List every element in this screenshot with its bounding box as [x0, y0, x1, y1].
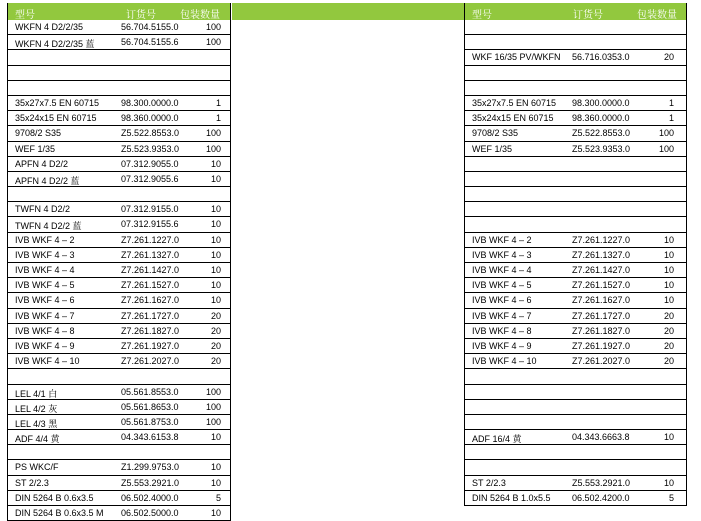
cell-order-no: 56.704.5155.0 [121, 22, 179, 32]
cell-order-no: Z7.261.1827.0 [572, 325, 631, 336]
cell-pack-qty: 100 [205, 143, 221, 154]
cell-order-no: 06.502.4200.0 [572, 492, 630, 503]
cell-pack-qty: 100 [205, 37, 221, 48]
table-row [464, 385, 687, 400]
table-row [464, 400, 687, 415]
table-row [464, 20, 687, 35]
cell-model: APFN 4 D2/2 [15, 158, 69, 169]
header-model: 型号 [472, 10, 492, 21]
cell-order-no: Z7.261.1627.0 [572, 295, 631, 306]
right-parts-table [464, 3, 687, 506]
cell-pack-qty: 100 [658, 143, 674, 154]
table-row [464, 248, 687, 263]
cell-model: 9708/2 S35 [472, 128, 519, 139]
cell-model: LEL 4/1 白 [15, 388, 58, 399]
cell-pack-qty: 10 [210, 204, 221, 215]
table-row [464, 50, 687, 65]
table-row [7, 111, 231, 126]
header-order-no: 订货号 [126, 10, 156, 21]
cell-model: 35x24x15 EN 60715 [15, 113, 97, 124]
cell-order-no: 04.343.6153.8 [121, 432, 179, 443]
header-model: 型号 [15, 10, 35, 21]
cell-order-no: Z5.523.9353.0 [572, 143, 631, 154]
cell-pack-qty: 20 [663, 356, 674, 367]
table-row [7, 126, 231, 141]
cell-order-no: 05.561.8753.0 [121, 416, 179, 427]
table-row [7, 248, 231, 263]
cell-pack-qty: 20 [210, 340, 221, 351]
table-row [464, 263, 687, 278]
table-row [464, 96, 687, 111]
table-row [464, 476, 687, 491]
cell-pack-qty: 5 [215, 492, 221, 503]
cell-pack-qty: 10 [210, 462, 221, 473]
cell-model: IVB WKF 4 – 2 [15, 234, 75, 245]
cell-order-no: 05.561.8553.0 [121, 386, 179, 397]
table-row [464, 187, 687, 202]
table-row [464, 445, 687, 460]
cell-model: WEF 1/35 [472, 143, 513, 154]
cell-model: LEL 4/3 黑 [15, 418, 58, 429]
cell-model: 35x24x15 EN 60715 [472, 113, 554, 124]
cell-pack-qty: 10 [210, 432, 221, 443]
cell-pack-qty: 100 [205, 22, 221, 32]
cell-pack-qty: 20 [663, 325, 674, 336]
table-row [464, 126, 687, 141]
table-row [7, 66, 231, 81]
cell-pack-qty: 10 [663, 432, 674, 443]
table-row [7, 202, 231, 217]
cell-model: ST 2/2.3 [472, 477, 506, 488]
cell-order-no: Z7.261.1427.0 [572, 265, 631, 275]
cell-pack-qty: 1 [668, 97, 674, 108]
cell-order-no: Z7.261.1327.0 [121, 249, 180, 260]
cell-order-no: Z5.553.2921.0 [121, 477, 180, 488]
table-row [464, 172, 687, 187]
table-row [464, 202, 687, 217]
table-row [464, 278, 687, 293]
cell-model: TWFN 4 D2/2 蓝 [15, 221, 82, 232]
cell-model: TWFN 4 D2/2 [15, 204, 71, 215]
header-band-gap [232, 3, 464, 20]
cell-order-no: 07.312.9055.6 [121, 173, 179, 184]
cell-pack-qty: 1 [668, 113, 674, 124]
table-row [464, 309, 687, 324]
table-row [464, 233, 687, 248]
cell-pack-qty: 10 [663, 477, 674, 488]
cell-pack-qty: 10 [210, 477, 221, 488]
header-pack-qty: 包装数量 [637, 10, 677, 21]
cell-order-no: 07.312.9055.0 [121, 158, 179, 169]
cell-model: 35x27x7.5 EN 60715 [472, 97, 557, 108]
cell-pack-qty: 10 [210, 234, 221, 245]
cell-order-no: 06.502.4000.0 [121, 492, 179, 503]
cell-order-no: Z5.522.8553.0 [572, 128, 631, 139]
table-row [7, 460, 231, 475]
table-row [464, 293, 687, 308]
cell-model: IVB WKF 4 – 3 [472, 249, 532, 260]
cell-pack-qty: 20 [210, 356, 221, 367]
table-row [7, 157, 231, 172]
table-row [7, 354, 231, 369]
cell-model: LEL 4/2 灰 [15, 403, 58, 414]
table-row [7, 263, 231, 278]
cell-pack-qty: 1 [215, 113, 221, 124]
cell-model: IVB WKF 4 – 4 [15, 265, 75, 275]
table-row [7, 445, 231, 460]
table-row [7, 506, 231, 521]
cell-order-no: Z7.261.1427.0 [121, 265, 180, 275]
cell-pack-qty: 10 [210, 158, 221, 169]
cell-pack-qty: 10 [210, 249, 221, 260]
table-row [464, 460, 687, 475]
table-row [7, 339, 231, 354]
table-row [464, 35, 687, 50]
table-row [7, 96, 231, 111]
cell-pack-qty: 10 [210, 508, 221, 518]
cell-model: ADF 4/4 黄 [15, 434, 60, 445]
cell-order-no: Z7.261.1227.0 [572, 234, 631, 245]
cell-model: DIN 5264 B 0.6x3.5 M [15, 508, 104, 518]
cell-order-no: Z7.261.1627.0 [121, 295, 180, 306]
cell-order-no: Z7.261.1527.0 [572, 280, 631, 291]
cell-model: 35x27x7.5 EN 60715 [15, 97, 100, 108]
table-row [7, 233, 231, 248]
header-pack-qty: 包装数量 [180, 10, 220, 21]
header-order-no: 订货号 [573, 10, 603, 21]
cell-model: 9708/2 S35 [15, 128, 62, 139]
table-row [464, 217, 687, 232]
cell-model: IVB WKF 4 – 7 [15, 310, 75, 321]
cell-order-no: 07.312.9155.0 [121, 204, 179, 215]
cell-order-no: Z7.261.1827.0 [121, 325, 180, 336]
cell-order-no: Z7.261.1727.0 [121, 310, 180, 321]
cell-pack-qty: 10 [210, 295, 221, 306]
table-row [464, 111, 687, 126]
cell-pack-qty: 100 [205, 128, 221, 139]
cell-model: DIN 5264 B 0.6x3.5 [15, 492, 94, 503]
table-row [7, 324, 231, 339]
table-row [7, 491, 231, 506]
table-row [464, 491, 687, 506]
cell-model: IVB WKF 4 – 10 [15, 356, 80, 367]
cell-order-no: 07.312.9155.6 [121, 219, 179, 230]
table-row [7, 309, 231, 324]
table-row [7, 50, 231, 65]
table-row [7, 385, 231, 400]
cell-order-no: 98.300.0000.0 [121, 97, 179, 108]
table-row [464, 66, 687, 81]
cell-model: IVB WKF 4 – 6 [15, 295, 75, 306]
cell-pack-qty: 100 [658, 128, 674, 139]
cell-order-no: 98.360.0000.0 [572, 113, 630, 124]
table-row [464, 415, 687, 430]
cell-pack-qty: 10 [210, 219, 221, 230]
cell-pack-qty: 5 [668, 492, 674, 503]
cell-pack-qty: 10 [663, 265, 674, 275]
cell-pack-qty: 10 [210, 265, 221, 275]
cell-order-no: Z7.261.1727.0 [572, 310, 631, 321]
table-row [464, 369, 687, 384]
cell-order-no: 56.704.5155.6 [121, 37, 179, 48]
cell-model: IVB WKF 4 – 3 [15, 249, 75, 260]
cell-order-no: Z7.261.2027.0 [572, 356, 631, 367]
cell-order-no: 56.716.0353.0 [572, 52, 630, 63]
cell-order-no: Z5.523.9353.0 [121, 143, 180, 154]
table-row [464, 339, 687, 354]
cell-model: ADF 16/4 黄 [472, 434, 522, 445]
left-table-header [7, 3, 231, 20]
cell-order-no: Z7.261.1927.0 [572, 340, 631, 351]
cell-order-no: Z5.522.8553.0 [121, 128, 180, 139]
cell-model: IVB WKF 4 – 8 [15, 325, 75, 336]
table-row [7, 217, 231, 232]
cell-pack-qty: 10 [663, 295, 674, 306]
table-row [7, 293, 231, 308]
cell-model: IVB WKF 4 – 9 [472, 340, 532, 351]
table-row [7, 476, 231, 491]
cell-model: IVB WKF 4 – 8 [472, 325, 532, 336]
cell-model: PS WKC/F [15, 462, 59, 473]
cell-model: IVB WKF 4 – 5 [472, 280, 532, 291]
cell-model: IVB WKF 4 – 5 [15, 280, 75, 291]
cell-pack-qty: 20 [210, 310, 221, 321]
cell-order-no: Z7.261.2027.0 [121, 356, 180, 367]
cell-model: IVB WKF 4 – 10 [472, 356, 537, 367]
cell-model: IVB WKF 4 – 9 [15, 340, 75, 351]
right-table-header [464, 3, 687, 20]
cell-pack-qty: 20 [663, 52, 674, 63]
right-table-body [464, 20, 687, 506]
cell-order-no: Z7.261.1227.0 [121, 234, 180, 245]
cell-model: ST 2/2.3 [15, 477, 49, 488]
table-row [7, 369, 231, 384]
cell-order-no: Z7.261.1927.0 [121, 340, 180, 351]
cell-model: WKF 16/35 PV/WKFN [472, 52, 561, 63]
cell-pack-qty: 1 [215, 97, 221, 108]
cell-model: IVB WKF 4 – 6 [472, 295, 532, 306]
left-table-body [7, 20, 231, 521]
cell-order-no: Z5.553.2921.0 [572, 477, 631, 488]
table-row [7, 278, 231, 293]
table-row [7, 35, 231, 50]
table-row [7, 430, 231, 445]
table-row [7, 415, 231, 430]
cell-pack-qty: 100 [205, 401, 221, 412]
cell-pack-qty: 100 [205, 416, 221, 427]
cell-model: IVB WKF 4 – 7 [472, 310, 532, 321]
table-row [7, 142, 231, 157]
table-row [464, 157, 687, 172]
table-row [464, 354, 687, 369]
left-parts-table [7, 3, 231, 521]
cell-pack-qty: 20 [663, 340, 674, 351]
cell-pack-qty: 10 [210, 280, 221, 291]
cell-pack-qty: 100 [205, 386, 221, 397]
cell-pack-qty: 10 [210, 173, 221, 184]
cell-pack-qty: 10 [663, 234, 674, 245]
cell-pack-qty: 20 [210, 325, 221, 336]
table-row [7, 187, 231, 202]
cell-pack-qty: 20 [663, 310, 674, 321]
cell-model: WKFN 4 D2/2/35 [15, 22, 84, 32]
table-row [464, 430, 687, 445]
cell-order-no: Z7.261.1527.0 [121, 280, 180, 291]
cell-order-no: 05.561.8653.0 [121, 401, 179, 412]
table-row [7, 20, 231, 35]
cell-order-no: 98.300.0000.0 [572, 97, 630, 108]
cell-order-no: 04.343.6663.8 [572, 432, 630, 443]
cell-pack-qty: 10 [663, 249, 674, 260]
table-row [464, 81, 687, 96]
cell-model: APFN 4 D2/2 蓝 [15, 175, 80, 186]
cell-model: WKFN 4 D2/2/35 蓝 [15, 39, 95, 50]
cell-order-no: 98.360.0000.0 [121, 113, 179, 124]
cell-pack-qty: 10 [663, 280, 674, 291]
cell-order-no: Z7.261.1327.0 [572, 249, 631, 260]
cell-order-no: Z1.299.9753.0 [121, 462, 180, 473]
cell-model: DIN 5264 B 1.0x5.5 [472, 492, 551, 503]
cell-model: IVB WKF 4 – 4 [472, 265, 532, 275]
cell-order-no: 06.502.5000.0 [121, 508, 179, 518]
table-row [7, 172, 231, 187]
table-row [7, 81, 231, 96]
table-row [464, 324, 687, 339]
table-row [7, 400, 231, 415]
cell-model: IVB WKF 4 – 2 [472, 234, 532, 245]
table-row [464, 142, 687, 157]
cell-model: WEF 1/35 [15, 143, 56, 154]
